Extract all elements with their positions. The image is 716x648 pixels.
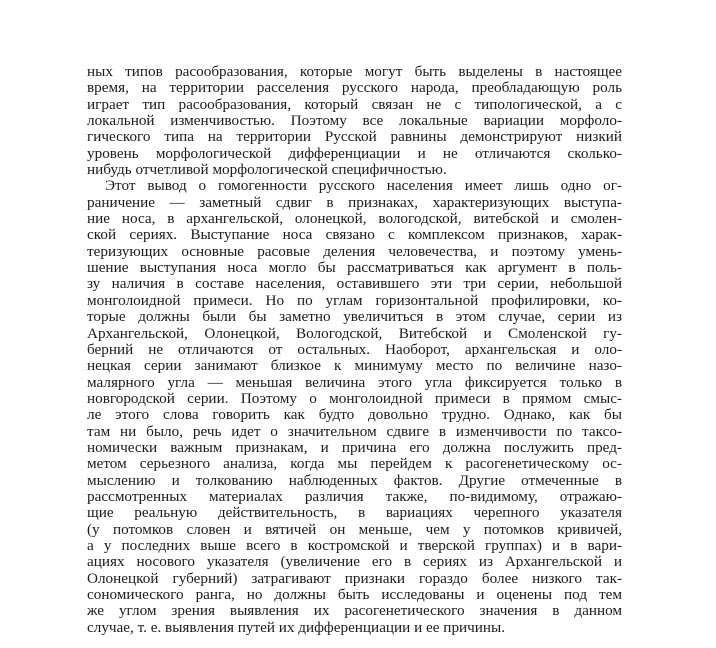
text-line: же углом зрения выявления их расогенетического значения в данном <box>87 602 622 620</box>
text-line: торые должны были бы заметно увеличиться в этом случае, серии из <box>87 308 622 326</box>
text-line: Архангельской, Олонецкой, Вологодской, Витебской и Смоленской гу- <box>87 324 622 342</box>
text-line: Олонецкой губерний) затрагивают признаки гораздо более низкого так- <box>87 569 622 587</box>
text-line: мыслению и толкованию наблюденных фактов. Другие отмеченные в <box>87 471 622 489</box>
text-line: берний не отличаются от остальных. Наоборот, архангельская и оло- <box>87 340 622 358</box>
text-line: раничение — заметный сдвиг в признаках, характеризующих выступа- <box>87 193 622 211</box>
text-line: рассмотренных материалах различия также, по-видимому, отражаю- <box>87 487 622 505</box>
text-line: нибудь отчетливой морфологической специфичностью. <box>87 161 447 179</box>
text-line: номически важным признакам, и причина его должна послужить пред- <box>87 438 622 456</box>
text-line: метом серьезного анализа, когда мы перейдем к расогенетическому ос- <box>87 455 622 473</box>
text-line: теризующих основные расовые деления человечества, и поэтому умень- <box>87 242 622 260</box>
text-line: зу наличия в составе населения, оставившего эти три серии, небольшой <box>87 275 622 293</box>
text-line: ле этого слова говорить как будто довольно трудно. Однако, как бы <box>87 406 622 424</box>
text-line: время, на территории расселения русского народа, преобладающую роль <box>87 79 622 97</box>
text-line: играет тип расообразования, который связан не с типологической, а с <box>87 95 622 113</box>
text-line: уровень морфологической дифференциации и не отличаются сколько- <box>87 144 622 162</box>
text-line: монголоидной примеси. Но по углам горизонтальной профилировки, ко- <box>87 291 622 309</box>
text-line: (у потомков словен и вятичей он меньше, чем у потомков кривичей, <box>87 520 622 538</box>
text-line: ациях носового указателя (увеличение его в сериях из Архангельской и <box>87 553 622 571</box>
text-line: нецкая серии занимают близкое к минимуму место по величине назо- <box>87 357 622 375</box>
text-line: случае, т. е. выявления путей их дифференциации и ее причины. <box>87 618 506 636</box>
text-line: там ни было, речь идет о значительном сдвиге в изменчивости по таксо- <box>87 422 622 440</box>
text-line: гического типа на территории Русской равнины демонстрируют низкий <box>87 128 622 146</box>
text-line: ных типов расообразования, которые могут быть выделены в настоящее <box>87 63 622 80</box>
document-page <box>87 64 622 636</box>
paragraph-1 <box>87 64 622 178</box>
paragraph-2 <box>87 178 622 636</box>
text-line: Этот вывод о гомогенности русского населения имеет лишь одно ог- <box>105 177 622 195</box>
text-line: а у последних выше всего в костромской и тверской группах) и в вари- <box>87 536 622 554</box>
text-line: шение выступания носа могло бы рассматриваться как аргумент в поль- <box>87 259 622 277</box>
text-line: сономического ранга, но должны быть исследованы и оценены под тем <box>87 586 622 603</box>
text-line: локальной изменчивостью. Поэтому все локальные вариации морфоло- <box>87 112 622 130</box>
text-line: малярного угла — меньшая величина этого угла фиксируется только в <box>87 373 622 391</box>
text-line: щие реальную действительность, в вариациях черепного указателя <box>87 504 622 522</box>
text-line: ние носа, в архангельской, олонецкой, вологодской, витебской и смолен- <box>87 210 622 228</box>
text-line: новгородской серии. Поэтому о монголоидной примеси в прямом смыс- <box>87 389 622 407</box>
text-line: ской сериях. Выступание носа связано с комплексом признаков, харак- <box>87 226 622 244</box>
